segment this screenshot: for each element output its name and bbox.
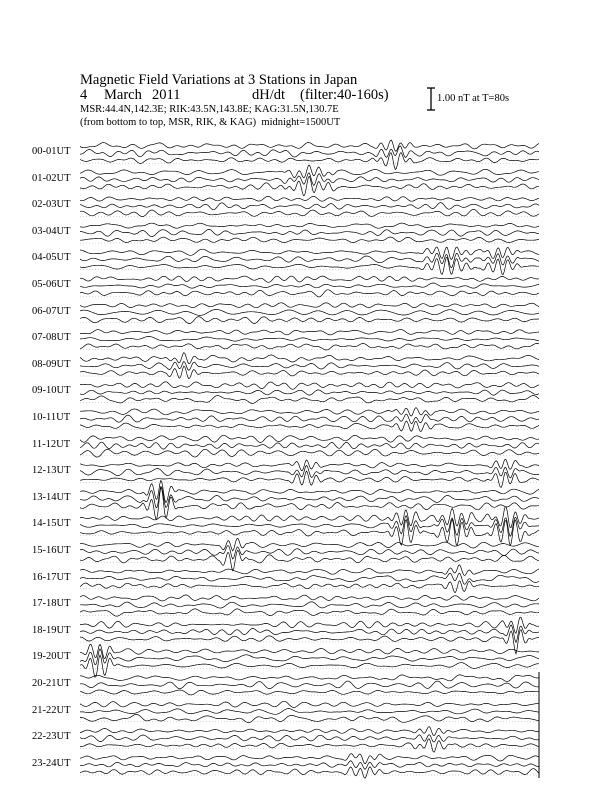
trace-rik-hour-20 [80,681,539,689]
trace-msr-hour-0 [80,153,539,170]
trace-kag-hour-2 [80,196,539,201]
trace-group [80,140,539,778]
hour-label: 19-20UT [32,651,71,663]
trace-kag-hour-0 [80,140,539,151]
trace-kag-hour-11 [80,435,539,442]
hour-label: 11-12UT [32,438,71,450]
trace-msr-hour-20 [80,690,539,695]
trace-kag-hour-15 [80,538,539,551]
scale-bar-label: 1.00 nT at T=80s [437,93,510,104]
trace-rik-hour-1 [80,173,539,185]
hour-label: 23-24UT [32,757,71,769]
date-year: 2011 [152,87,181,103]
station-order-line [80,117,340,128]
trace-rik-hour-14 [80,516,539,537]
trace-kag-hour-22 [80,727,539,736]
trace-msr-hour-9 [80,396,539,404]
trace-rik-hour-7 [80,336,539,341]
trace-kag-hour-21 [80,701,539,707]
hour-label: 17-18UT [32,598,71,610]
hour-label: 14-15UT [32,518,71,530]
hour-label: 15-16UT [32,545,71,556]
trace-kag-hour-8 [80,353,539,364]
hour-label: 04-05UT [32,252,71,264]
quantity-label: dH/dt [252,87,286,103]
hour-label: 16-17UT [32,571,71,583]
station-coordinates: MSR:44.4N,142.3E; RIK:43.5N,143.8E; KAG:31.5N,130.7E [80,104,339,115]
trace-kag-hour-1 [80,165,539,178]
trace-msr-hour-10 [80,421,539,431]
trace-rik-hour-3 [80,229,539,236]
trace-rik-hour-6 [80,309,539,315]
trace-msr-hour-6 [80,317,539,324]
trace-rik-hour-12 [80,465,539,477]
filter-label: (filter:40-160s) [300,87,389,103]
chart-title: Magnetic Field Variations at 3 Stations in Japan [80,72,358,88]
trace-msr-hour-8 [80,366,539,379]
station-order-note: (from bottom to top, MSR, RIK, & KAG) [80,117,257,128]
trace-kag-hour-6 [80,303,539,308]
midnight-note: midnight=1500UT [261,117,341,128]
hour-label: 01-02UT [32,172,71,184]
trace-kag-hour-4 [80,247,539,259]
hour-label: 03-04UT [32,225,71,237]
trace-rik-hour-22 [80,735,539,742]
hour-label: 02-03UT [32,199,71,211]
hour-label: 22-23UT [32,731,71,743]
hour-label: 20-21UT [32,678,71,689]
date-day: 4 [80,87,88,103]
trace-kag-hour-10 [80,408,539,416]
hour-label: 07-08UT [32,332,71,344]
trace-kag-hour-19 [80,644,539,658]
scale-bar [427,88,435,110]
trace-kag-hour-3 [80,223,539,228]
trace-kag-hour-17 [80,595,539,601]
trace-rik-hour-10 [80,414,539,424]
hour-label: 21-22UT [32,704,71,716]
trace-rik-hour-8 [80,362,539,371]
hour-label: 12-13UT [32,465,71,477]
hour-label: 00-01UT [32,146,71,157]
trace-rik-hour-0 [80,146,539,158]
hour-label: 05-06UT [32,279,71,290]
hour-label: 10-11UT [32,412,71,423]
trace-msr-hour-3 [80,237,539,243]
trace-rik-hour-5 [80,283,539,288]
trace-rik-hour-21 [80,709,539,715]
trace-kag-hour-16 [80,565,539,576]
trace-msr-hour-21 [80,714,539,722]
trace-rik-hour-17 [80,602,539,608]
date-month: March [104,87,142,103]
trace-kag-hour-7 [80,330,539,335]
trace-msr-hour-18 [80,630,539,654]
trace-kag-hour-12 [80,459,539,471]
trace-msr-hour-23 [80,767,539,778]
trace-rik-hour-19 [80,649,539,665]
trace-rik-hour-4 [80,253,539,267]
hour-label: 09-10UT [32,385,71,397]
trace-kag-hour-9 [80,382,539,390]
trace-msr-hour-16 [80,581,539,593]
trace-msr-hour-5 [80,290,539,297]
hour-label: 18-19UT [32,624,71,636]
hour-label: 08-09UT [32,358,71,370]
trace-kag-hour-23 [80,754,539,764]
trace-msr-hour-1 [80,176,539,195]
trace-rik-hour-23 [80,761,539,769]
trace-rik-hour-2 [80,203,539,210]
date-line [80,87,389,104]
trace-rik-hour-9 [80,390,539,395]
hour-label: 13-14UT [32,491,71,503]
trace-rik-hour-11 [80,442,539,449]
trace-msr-hour-7 [80,343,539,350]
trace-kag-hour-20 [80,675,539,682]
trace-msr-hour-17 [80,609,539,616]
trace-msr-hour-2 [80,209,539,216]
trace-kag-hour-5 [80,276,539,282]
hour-label: 06-07UT [32,305,71,317]
